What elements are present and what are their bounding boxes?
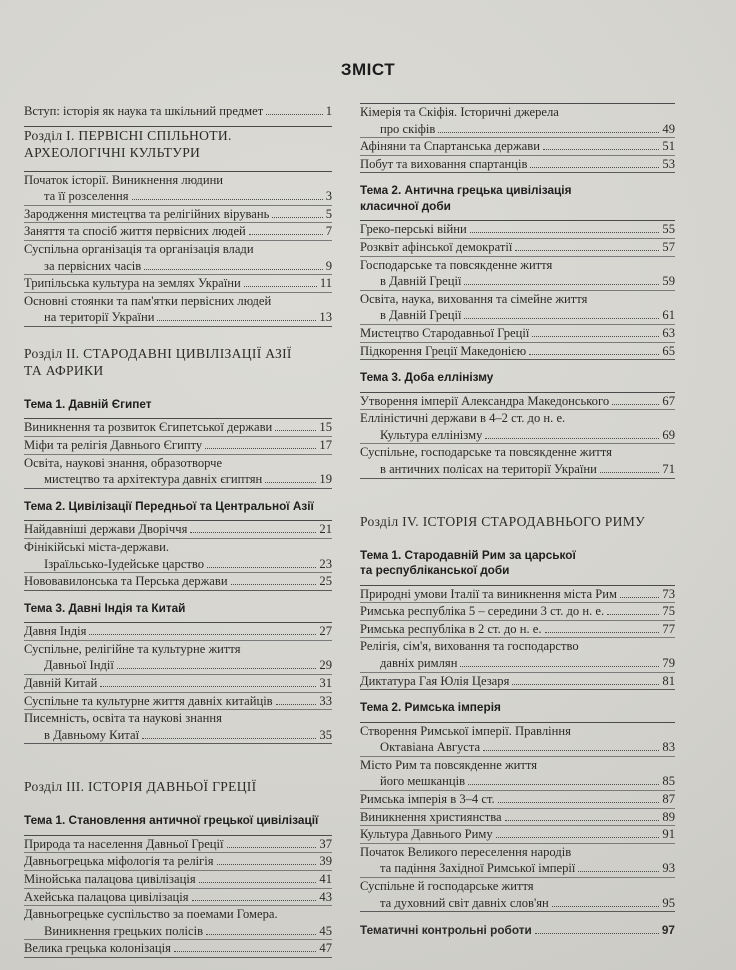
theme-heading <box>360 548 675 579</box>
toc-entry[interactable] <box>24 436 332 454</box>
toc-entry-text: Римська республіка в 2 ст. до н. е. <box>360 621 542 636</box>
toc-list <box>360 392 675 479</box>
toc-list <box>24 622 332 744</box>
toc-list <box>360 220 675 360</box>
dot-leader <box>464 318 659 319</box>
toc-entry-page: 27 <box>319 624 332 639</box>
toc-entry-text: Греко-перські війни <box>360 222 467 237</box>
toc-entry[interactable] <box>360 877 675 911</box>
toc-entry-page: 55 <box>662 222 675 237</box>
toc-entry-text-cont: його мешканців <box>380 774 466 789</box>
section-heading-1 <box>24 127 332 161</box>
dot-leader <box>142 738 316 739</box>
toc-entry-page: 95 <box>662 895 675 910</box>
toc-entry-text: Вступ: історія як наука та шкільний предмет <box>24 104 264 118</box>
toc-entry-text: Суспільне й господарське життя <box>360 879 534 893</box>
dot-leader <box>231 584 317 585</box>
dot-leader <box>607 614 659 615</box>
toc-entry-text: Освіта, наука, виховання та сімейне життя <box>360 291 588 306</box>
toc-list <box>24 520 332 590</box>
toc-entry-text: Писемність, освіта та наукові знання <box>24 711 222 726</box>
toc-entry-page: 51 <box>662 139 675 154</box>
toc-entry-intro[interactable] <box>24 103 332 120</box>
toc-entry-text: Зародження мистецтва та релігійних вірувань <box>24 206 270 221</box>
section-heading-line: Розділ IV. ІСТОРІЯ СТАРОДАВНЬОГО РИМУ <box>360 513 646 529</box>
toc-entry-text-cont: та її розселення <box>44 189 129 204</box>
dot-leader <box>249 234 323 235</box>
toc-list <box>360 585 675 691</box>
toc-entry-page: 31 <box>319 675 332 690</box>
dot-leader <box>227 847 317 848</box>
section-heading-line: АРХЕОЛОГІЧНІ КУЛЬТУРИ <box>24 144 201 160</box>
dot-leader <box>192 900 317 901</box>
toc-entry[interactable] <box>360 825 675 843</box>
toc-entry[interactable] <box>360 220 675 238</box>
toc-entry-text-cont: в Давній Греції <box>380 274 462 289</box>
toc-entry[interactable] <box>24 852 332 870</box>
toc-entry-page: 5 <box>325 206 332 221</box>
toc-entry[interactable] <box>360 602 675 620</box>
toc-entry[interactable] <box>360 155 675 173</box>
toc-entry[interactable] <box>24 205 332 223</box>
toc-entry-text-cont: на території України <box>44 310 155 325</box>
dot-leader <box>496 837 660 838</box>
dot-leader <box>512 684 659 685</box>
toc-entry[interactable] <box>360 137 675 155</box>
theme-heading-line: Тема 1. Стародавній Рим за царської <box>360 547 576 562</box>
toc-entry-text: Початок Великого переселення народів <box>360 844 572 859</box>
toc-entry[interactable] <box>360 443 675 477</box>
toc-entry[interactable] <box>24 520 332 538</box>
theme-heading: Тема 1. Давній Єгипет <box>24 396 152 411</box>
toc-list <box>24 418 332 488</box>
toc-entry-text: Побут та виховання спартанців <box>360 156 528 171</box>
toc-entry-page: 7 <box>325 224 332 239</box>
section-heading-line: ТА АФРИКИ <box>24 362 104 378</box>
toc-entry[interactable] <box>360 756 675 790</box>
toc-entry[interactable] <box>360 672 675 690</box>
dot-leader <box>535 933 659 934</box>
dot-leader <box>529 354 659 355</box>
dot-leader <box>132 199 323 200</box>
dot-leader <box>460 666 659 667</box>
toc-entry-text: Початок історії. Виникнення людини <box>24 172 224 187</box>
toc-entry-text: Афіняни та Спартанська держави <box>360 139 540 154</box>
dot-leader <box>438 132 659 133</box>
dot-leader <box>612 404 659 405</box>
toc-entry-text: Суспільна організація та організація влади <box>24 241 254 256</box>
toc-entry-text: Місто Рим та повсякденне життя <box>360 757 538 772</box>
toc-entry-text: Природні умови Італії та виникнення міста Рим <box>360 586 617 601</box>
toc-entry-page: 75 <box>662 604 675 619</box>
toc-entry-text: Фінікійські міста-держави. <box>24 539 170 554</box>
toc-entry-page: 65 <box>662 343 675 358</box>
toc-entry[interactable] <box>360 637 675 671</box>
dot-leader <box>545 632 660 633</box>
toc-list <box>360 722 675 913</box>
toc-entry[interactable] <box>360 103 675 137</box>
dot-leader <box>265 482 316 483</box>
toc-entry-page: 3 <box>325 189 332 204</box>
toc-entry-page: 9 <box>325 258 332 273</box>
section-heading-line: Розділ І. ПЕРВІСНІ СПІЛЬНОТИ. <box>24 127 232 143</box>
toc-entry-text-cont: та духовний світ давніх слов'ян <box>380 895 549 910</box>
toc-entry-page: 19 <box>319 472 332 487</box>
toc-entry[interactable] <box>360 324 675 342</box>
toc-entry[interactable] <box>360 843 675 877</box>
toc-entry-text-cont: за первісних часів <box>44 258 142 273</box>
toc-entry-text: Трипільська культура на землях України <box>24 276 241 291</box>
toc-entry[interactable] <box>24 674 332 692</box>
toc-entry-tests[interactable] <box>360 922 675 939</box>
toc-entry-text: Давній Китай <box>24 675 98 690</box>
dot-leader <box>620 597 659 598</box>
toc-entry-page: 43 <box>319 889 332 904</box>
toc-entry-text: Еллiністичні держави в 4–2 ст. до н. е. <box>360 411 566 426</box>
dot-leader <box>244 286 317 287</box>
toc-entry[interactable] <box>360 585 675 603</box>
toc-entry-page: 63 <box>662 325 675 340</box>
toc-entry-page: 73 <box>662 586 675 601</box>
toc-entry[interactable] <box>24 572 332 590</box>
toc-entry[interactable] <box>24 622 332 640</box>
toc-entry-text: Виникнення та розвиток Єгипетської держави <box>24 420 273 435</box>
toc-entry-text: Давньогрецьке суспільство за поемами Гомера. <box>24 907 278 922</box>
toc-entry-text: Розквіт афінської демократії <box>360 239 513 254</box>
toc-entry[interactable] <box>360 808 675 826</box>
toc-entry[interactable] <box>24 274 332 292</box>
toc-entry[interactable] <box>360 290 675 324</box>
toc-entry[interactable] <box>24 692 332 710</box>
dot-leader <box>266 114 322 115</box>
dot-leader <box>272 217 322 218</box>
section-heading-line: Розділ III. ІСТОРІЯ ДАВНЬОЇ ГРЕЦІЇ <box>24 779 257 795</box>
dot-leader <box>217 864 317 865</box>
toc-entry-page: 57 <box>662 239 675 254</box>
dot-leader <box>505 820 660 821</box>
toc-entry[interactable] <box>24 240 332 274</box>
toc-entry[interactable] <box>360 722 675 756</box>
dot-leader <box>144 269 322 270</box>
toc-entry[interactable] <box>360 256 675 290</box>
dot-leader <box>515 250 659 251</box>
dot-leader <box>552 906 660 907</box>
toc-entry-text-cont: та падіння Західної Римської імперії <box>380 861 576 876</box>
dot-leader <box>470 232 660 233</box>
toc-entry-page: 41 <box>319 872 332 887</box>
toc-entry[interactable] <box>360 238 675 256</box>
theme-heading-line: Тема 2. Антична грецька цивілізація <box>360 183 572 198</box>
toc-list <box>24 835 332 958</box>
toc-entry-text: Природа та населення Давньої Греції <box>24 836 224 851</box>
toc-entry[interactable] <box>360 620 675 638</box>
theme-heading <box>360 183 675 214</box>
theme-heading: Тема 3. Доба еллінізму <box>360 370 494 385</box>
theme-heading-line: та республіканської доби <box>360 563 510 578</box>
toc-entry-page: 37 <box>319 836 332 851</box>
toc-entry[interactable] <box>24 292 332 326</box>
dot-leader <box>530 167 659 168</box>
toc-entry-page: 93 <box>662 861 675 876</box>
section-heading-line: Розділ II. СТАРОДАВНІ ЦИВІЛІЗАЦІЇ АЗІЇ <box>24 345 292 361</box>
toc-entry-text: Мистецтво Стародавньої Греції <box>360 325 530 340</box>
toc-entry[interactable] <box>24 835 332 853</box>
toc-entry-text: Виникнення християнства <box>360 809 502 824</box>
toc-entry-text: Ахейська палацова цивілізація <box>24 889 189 904</box>
toc-entry-text: Основні стоянки та пам'ятки первісних людей <box>24 293 272 308</box>
toc-entry-page: 35 <box>319 727 332 742</box>
toc-entry[interactable] <box>24 538 332 572</box>
toc-entry-text: Суспільне, релігійне та культурне життя <box>24 641 241 656</box>
theme-heading-line: класичної доби <box>360 198 451 213</box>
toc-entry-text-cont: в Давньому Китаї <box>44 727 140 742</box>
dot-leader <box>89 634 316 635</box>
toc-entry-text: Давня Індія <box>24 624 87 639</box>
toc-right-column <box>360 103 675 939</box>
toc-entry-page: 59 <box>662 274 675 289</box>
toc-entry-text-cont: Давньої Індії <box>44 658 114 673</box>
section-heading-4 <box>360 513 675 530</box>
toc-list <box>360 103 675 173</box>
toc-entry-text-cont: про скіфів <box>380 121 436 136</box>
toc-entry-text: Тематичні контрольні роботи <box>360 923 532 938</box>
toc-entry-text-cont: Виникнення грецьких полісів <box>44 923 204 938</box>
toc-entry-page: 61 <box>662 308 675 323</box>
dot-leader <box>543 149 659 150</box>
toc-entry[interactable] <box>360 790 675 808</box>
dot-leader <box>207 567 316 568</box>
toc-entry-text: Господарське та повсякденне життя <box>360 257 553 272</box>
toc-entry-page: 91 <box>662 827 675 842</box>
toc-entry-page: 21 <box>319 522 332 537</box>
toc-entry-text-cont: мистецтво та архітектура давніх єгиптян <box>44 472 263 487</box>
toc-entry-text-cont: Октавіана Августа <box>380 740 481 755</box>
theme-heading: Тема 2. Римська імперія <box>360 700 501 715</box>
toc-entry-text: Підкорення Греції Македонією <box>360 343 527 358</box>
dot-leader <box>157 320 316 321</box>
toc-entry-page: 25 <box>319 574 332 589</box>
dot-leader <box>206 934 316 935</box>
dot-leader <box>174 951 317 952</box>
toc-entry-page: 17 <box>319 438 332 453</box>
dot-leader <box>464 284 659 285</box>
toc-entry-page: 53 <box>662 156 675 171</box>
toc-entry-page: 97 <box>661 923 675 938</box>
toc-entry-page: 23 <box>319 556 332 571</box>
toc-entry-page: 69 <box>662 427 675 442</box>
toc-entry-text: Заняття та спосіб життя первісних людей <box>24 224 246 239</box>
page-title: ЗМІСТ <box>340 60 396 79</box>
section-heading-2 <box>24 345 332 379</box>
toc-entry-text: Римська республіка 5 – середини 3 ст. до н. е. <box>360 604 605 619</box>
toc-entry-text: Культура Давнього Риму <box>360 827 493 842</box>
theme-heading: Тема 1. Становлення античної грецької цивілізації <box>24 813 319 828</box>
dot-leader <box>205 448 316 449</box>
toc-entry[interactable] <box>24 888 332 906</box>
toc-entry-text: Релігія, сім'я, виховання та господарство <box>360 639 579 654</box>
toc-entry-page: 1 <box>325 104 332 118</box>
section-heading-3 <box>24 778 332 795</box>
toc-entry-page: 85 <box>662 774 675 789</box>
toc-entry-page: 67 <box>662 393 675 408</box>
toc-entry-text-cont: в Давній Греції <box>380 308 462 323</box>
toc-entry[interactable] <box>24 640 332 674</box>
toc-entry-page: 39 <box>319 854 332 869</box>
toc-entry-text: Нововавилонська та Перська держави <box>24 574 228 589</box>
toc-entry-page: 49 <box>662 121 675 136</box>
toc-entry-text-cont: Культура еллінізму <box>380 427 483 442</box>
toc-entry-page: 71 <box>662 462 675 476</box>
toc-entry-text: Римська імперія в 3–4 ст. <box>360 792 495 807</box>
toc-left-column <box>24 103 332 958</box>
toc-entry[interactable] <box>24 171 332 205</box>
dot-leader <box>199 882 317 883</box>
theme-heading: Тема 3. Давні Індія та Китай <box>24 600 186 615</box>
toc-entry-text-cont: давніх римлян <box>380 655 458 670</box>
toc-entry-text: Суспільне, господарське та повсякденне життя <box>360 445 612 460</box>
toc-entry-page: 81 <box>662 673 675 688</box>
toc-entry-page: 13 <box>319 310 332 325</box>
toc-entry[interactable] <box>360 392 675 410</box>
dot-leader <box>498 802 660 803</box>
dot-leader <box>100 686 316 687</box>
toc-entry[interactable] <box>24 222 332 240</box>
toc-entry-text: Давньогрецька міфологія та релігія <box>24 854 214 869</box>
toc-entry-page: 77 <box>662 621 675 636</box>
toc-entry[interactable] <box>24 905 332 939</box>
toc-entry[interactable] <box>24 709 332 743</box>
dot-leader <box>578 871 659 872</box>
toc-entry[interactable] <box>24 454 332 488</box>
toc-entry[interactable] <box>360 409 675 443</box>
toc-entry-page: 29 <box>319 658 332 673</box>
toc-entry-text: Диктатура Гая Юлія Цезаря <box>360 673 510 688</box>
toc-entry-text: Освіта, наукові знання, образотворче <box>24 455 223 470</box>
toc-entry-text: Суспільне та культурне життя давніх китайців <box>24 693 273 708</box>
toc-entry-text: Міфи та релігія Давнього Єгипту <box>24 438 203 453</box>
dot-leader <box>276 704 317 705</box>
toc-entry-page: 33 <box>319 693 332 708</box>
toc-entry-text: Найдавніші держави Дворіччя <box>24 522 188 537</box>
toc-entry-page: 45 <box>319 923 332 938</box>
toc-entry-text: Мінойська палацова цивілізація <box>24 872 196 887</box>
toc-entry-text-cont: Ізраїльсько-Іудейське царство <box>44 556 205 571</box>
toc-entry[interactable] <box>24 870 332 888</box>
dot-leader <box>485 438 659 439</box>
dot-leader <box>117 668 317 669</box>
toc-entry-page: 83 <box>662 740 675 755</box>
toc-entry[interactable] <box>360 342 675 360</box>
dot-leader <box>483 750 659 751</box>
toc-entry-page: 15 <box>319 420 332 435</box>
toc-entry-page: 11 <box>319 276 332 291</box>
toc-entry-page: 89 <box>662 809 675 824</box>
toc-entry-page: 79 <box>662 655 675 670</box>
toc-entry-text: Велика грецька колонізація <box>24 941 171 956</box>
toc-entry[interactable] <box>24 418 332 436</box>
toc-entry-text-cont: в античних полісах на території України <box>380 462 597 476</box>
toc-entry-page: 87 <box>662 792 675 807</box>
toc-entry[interactable] <box>24 939 332 957</box>
toc-entry-text: Кімерія та Скіфія. Історичні джерела <box>360 105 559 119</box>
toc-list <box>24 171 332 327</box>
theme-heading: Тема 2. Цивілізації Передньої та Центральної Азії <box>24 498 314 513</box>
dot-leader <box>468 784 659 785</box>
dot-leader <box>600 472 660 473</box>
dot-leader <box>190 532 316 533</box>
toc-entry-text: Створення Римської імперії. Правління <box>360 723 571 738</box>
toc-entry-text: Утворення імперії Александра Македонського <box>360 393 610 408</box>
dot-leader <box>532 336 659 337</box>
dot-leader <box>275 430 316 431</box>
toc-entry-page: 47 <box>319 941 332 956</box>
